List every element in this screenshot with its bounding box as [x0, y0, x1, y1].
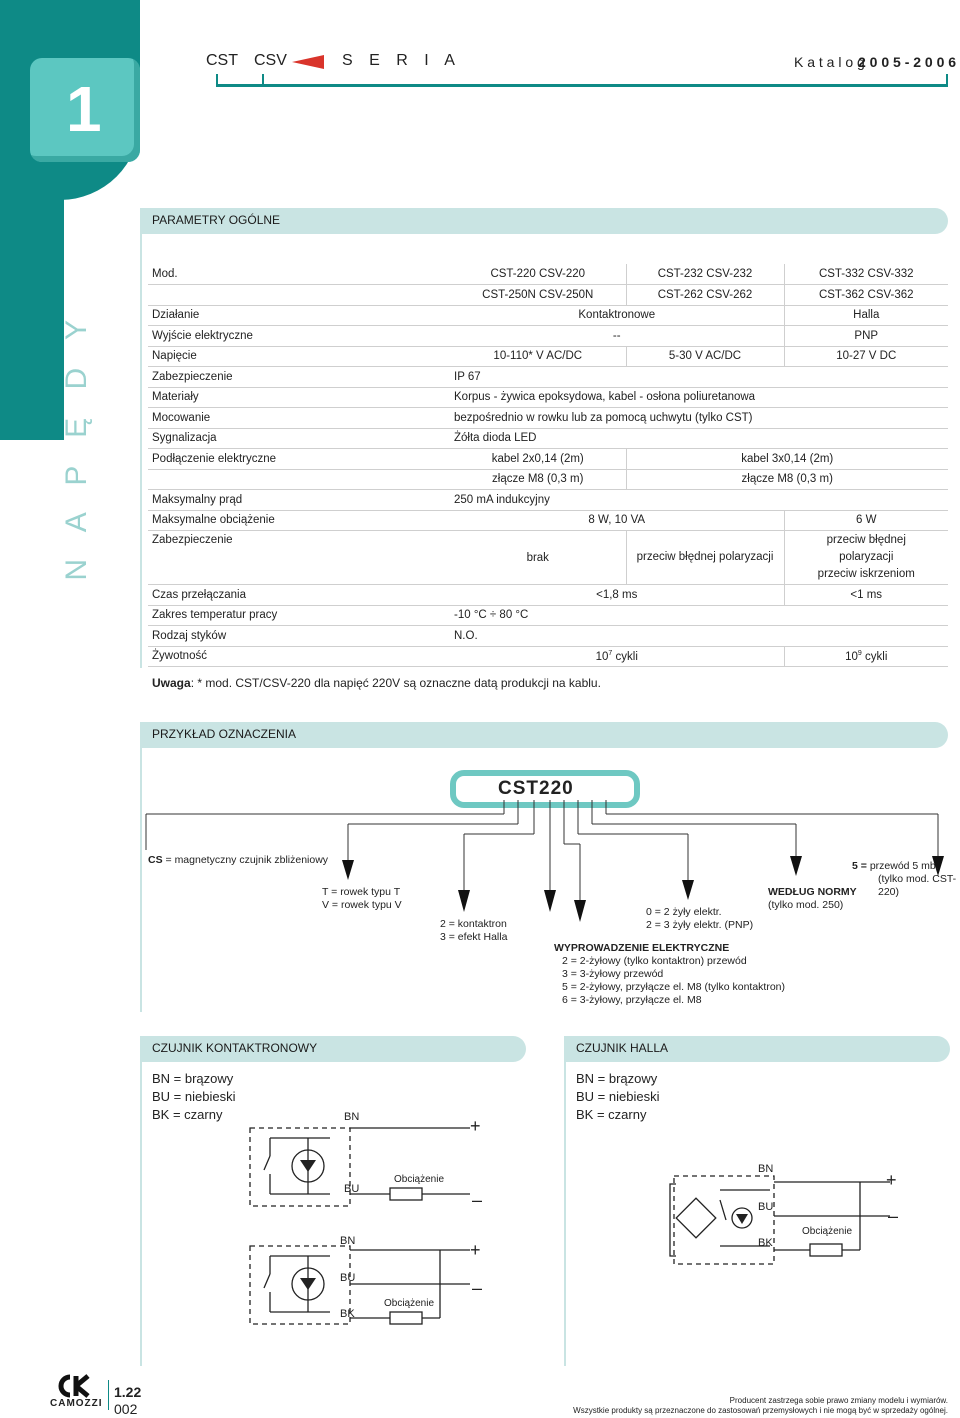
table-row: Napięcie 10-110* V AC/DC 5-30 V AC/DC 10-27 V DC	[148, 346, 948, 367]
table-row: złącze M8 (0,3 m) złącze M8 (0,3 m)	[148, 469, 948, 490]
load-label: Obciążenie	[384, 1298, 435, 1309]
wire-bu-label: BU	[344, 1183, 360, 1195]
series-csv: CSV	[254, 52, 287, 69]
load-label: Obciążenie	[394, 1174, 445, 1185]
rule-tick	[262, 74, 264, 86]
wire-bk-label: BK	[758, 1237, 773, 1249]
header-rule	[216, 84, 948, 87]
reed-color-legend: BN = brązowy BU = niebieski BK = czarny	[152, 1071, 236, 1122]
disclaimer-1: Producent zastrzega sobie prawo zmiany modelu i wymiarów.	[729, 1396, 948, 1405]
minus-label: –	[472, 1278, 483, 1298]
cs-legend: CS = magnetyczny czujnik zbliżeniowy	[148, 854, 329, 866]
wire-count-legend: 0 = 2 żyły elektr. 2 = 3 żyły elektr. (PNP)	[646, 906, 754, 931]
section-header-example	[140, 722, 948, 748]
footer-divider	[108, 1380, 109, 1410]
table-row: CST-250N CSV-250N CST-262 CSV-262 CST-362 CSV-362	[148, 285, 948, 306]
plus-label: +	[886, 1170, 897, 1190]
norm-legend: WEDŁUG NORMY (tylko mod. 250)	[768, 886, 857, 911]
series-label: S E R I A	[342, 52, 461, 69]
section-title: PRZYKŁAD OZNACZENIA	[152, 727, 297, 741]
rule-tick	[946, 74, 948, 86]
reed-wiring-diagram	[240, 1108, 520, 1338]
table-row: Wyjście elektryczne -- PNP	[148, 326, 948, 347]
table-row: Zabezpieczenie brak przeciw błędnej polaryzacji przeciw błędnej polaryzacji przeciw iskrzeniom	[148, 531, 948, 585]
hall-wiring-diagram	[660, 1170, 920, 1270]
load-label: Obciążenie	[802, 1226, 853, 1237]
table-row: Zakres temperatur pracy -10 °C ÷ 80 °C	[148, 605, 948, 626]
page-number: 1.22	[114, 1384, 142, 1400]
table-row: Materiały Korpus - żywica epoksydowa, kabel - osłona poliuretanowa	[148, 387, 948, 408]
hall-color-legend: BN = brązowy BU = niebieski BK = czarny	[576, 1071, 660, 1122]
section-edge	[140, 1036, 142, 1366]
brand-name: CAMOZZI	[50, 1398, 103, 1409]
table-row: Mod. CST-220 CSV-220 CST-232 CSV-232 CST-332 CSV-332	[148, 264, 948, 285]
side-label: N A P Ę D Y	[60, 310, 93, 581]
output-legend: WYPROWADZENIE ELEKTRYCZNE 2 = 2-żyłowy (tylko kontaktron) przewód 3 = 3-żyłowy przewód 5 = 2-żyłowy, przyłącze el. M8 (tylko kontaktron) 6 = 3-żyłowy, przyłącze el. M8	[554, 942, 786, 1006]
type-legend: 2 = kontaktron 3 = efekt Halla	[440, 918, 508, 943]
section-title: PARAMETRY OGÓLNE	[152, 213, 281, 227]
wire-bn-label: BN	[758, 1163, 774, 1175]
plus-label: +	[470, 1240, 481, 1260]
table-row: Maksymalne obciążenie 8 W, 10 VA 6 W	[148, 510, 948, 531]
page-code: 002	[114, 1401, 138, 1417]
table-row: Czas przełączania <1,8 ms <1 ms	[148, 585, 948, 606]
table-row: Mocowanie bezpośrednio w rowku lub za pomocą uchwytu (tylko CST)	[148, 408, 948, 429]
note: Uwaga: * mod. CST/CSV-220 dla napięć 220V są oznaczne datą produkcji na kablu.	[152, 676, 601, 690]
table-row: Rodzaj styków N.O.	[148, 626, 948, 647]
cable-length-legend: 5 = przewód 5 mb. (tylko mod. CST-220)	[852, 860, 957, 898]
table-row: Zabezpieczenie IP 67	[148, 367, 948, 388]
section-title: CZUJNIK HALLA	[576, 1041, 669, 1055]
chapter-number: 1	[66, 73, 102, 145]
chapter-tab	[30, 58, 140, 162]
minus-label: –	[472, 1190, 483, 1210]
model-code-box: CST220	[450, 770, 640, 808]
camozzi-logo-icon	[56, 1374, 90, 1398]
catalog-label: K a t a l o g	[794, 54, 865, 70]
rule-tick	[216, 74, 218, 86]
section-edge	[564, 1036, 566, 1366]
plus-label: +	[470, 1116, 481, 1136]
minus-label: –	[888, 1206, 899, 1226]
section-header-hall	[564, 1036, 950, 1062]
table-row: Żywotność $10^7$ cykli $10^9$ cykli	[148, 646, 948, 667]
wire-bk-label: BK	[340, 1308, 355, 1320]
wire-bn-label: BN	[340, 1235, 356, 1247]
arrow-left-icon	[292, 55, 324, 69]
section-header-general	[140, 208, 948, 234]
table-row: Maksymalny prąd 250 mA indukcyjny	[148, 490, 948, 511]
wire-bu-label: BU	[340, 1272, 356, 1284]
series-cst: CST	[206, 52, 238, 69]
groove-legend: T = rowek typu T V = rowek typu V	[322, 886, 402, 911]
section-header-reed	[140, 1036, 526, 1062]
wire-bu-label: BU	[758, 1201, 774, 1213]
params-table	[148, 264, 948, 667]
table-row: Podłączenie elektryczne kabel 2x0,14 (2m) kabel 3x0,14 (2m)	[148, 449, 948, 470]
wire-bn-label: BN	[344, 1111, 360, 1123]
section-edge	[140, 208, 142, 668]
disclaimer-2: Wszystkie produkty są przeznaczone do zastosowań przemysłowych i nie mogą być w sprzedaży ogólnej.	[573, 1406, 948, 1415]
section-title: CZUJNIK KONTAKTRONOWY	[152, 1041, 318, 1055]
table-row: Sygnalizacja Żółta dioda LED	[148, 428, 948, 449]
table-row: Działanie Kontaktronowe Halla	[148, 305, 948, 326]
catalog-years: 2 0 0 5 - 2 0 0 6	[858, 54, 957, 70]
